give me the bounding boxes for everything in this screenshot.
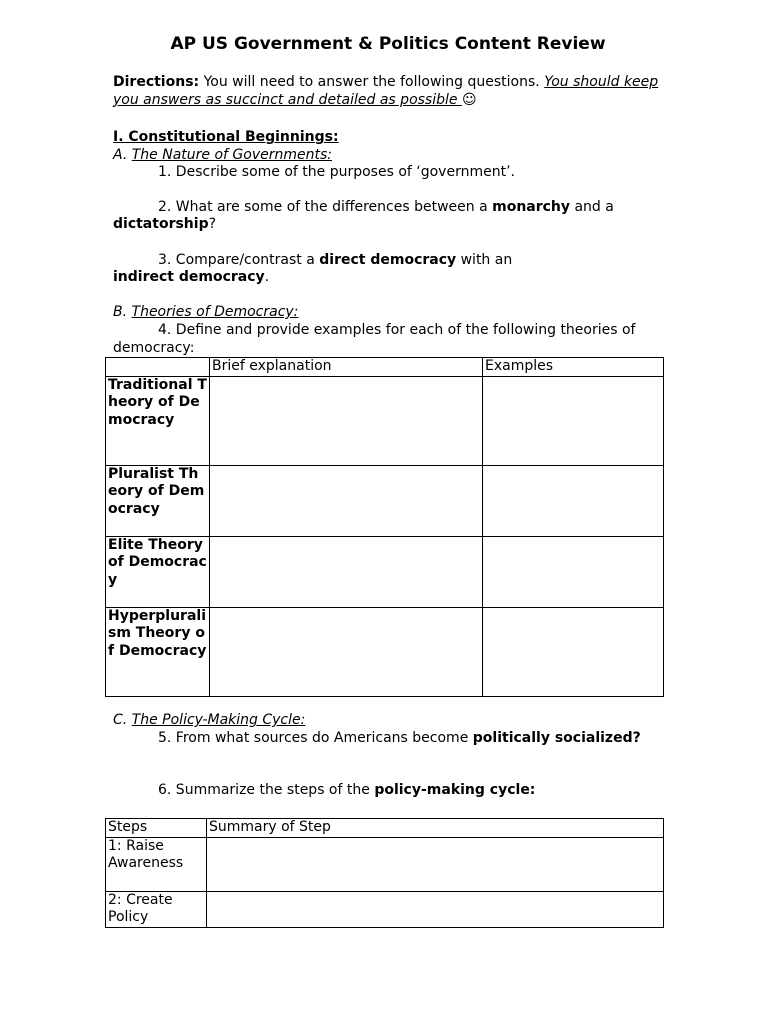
theory-header-examples: Examples	[483, 358, 664, 377]
steps-header-summary: Summary of Step	[207, 819, 664, 838]
table-row	[106, 891, 664, 927]
theory-elite: Elite Theory of Democracy	[106, 536, 210, 607]
answer-cell[interactable]	[483, 607, 664, 696]
part-a-heading: A. The Nature of Governments:	[113, 147, 332, 163]
page-title: AP US Government & Politics Content Review	[170, 34, 606, 54]
step-1-label: 1: Raise Awareness	[106, 837, 207, 891]
table-row	[106, 607, 664, 696]
question-1: 1. Describe some of the purposes of ‘government’.	[158, 164, 515, 180]
theory-hyperpluralism: Hyperpluralism Theory of Democracy	[106, 607, 210, 696]
section-heading	[113, 129, 663, 147]
part-b-heading: B. Theories of Democracy:	[113, 304, 299, 320]
theory-traditional: Traditional Theory of Democracy	[106, 376, 210, 465]
theory-header-explanation: Brief explanation	[210, 358, 483, 377]
table-row	[106, 465, 664, 536]
steps-table	[105, 818, 664, 928]
part-b-title: Theories of Democracy:	[131, 304, 299, 320]
part-c-title: The Policy-Making Cycle:	[131, 712, 306, 728]
section-1-heading: I. Constitutional Beginnings:	[113, 129, 339, 145]
steps-table-header	[106, 819, 664, 838]
step-2-label: 2: Create Policy	[106, 891, 207, 927]
answer-cell[interactable]	[207, 891, 664, 927]
answer-cell[interactable]	[483, 536, 664, 607]
table-row	[106, 837, 664, 891]
answer-cell[interactable]	[483, 376, 664, 465]
steps-header-steps: Steps	[106, 819, 207, 838]
theory-pluralist: Pluralist Theory of Democracy	[106, 465, 210, 536]
question-2: 2. What are some of the differences between a monarchy and a	[158, 199, 614, 215]
part-a-title: The Nature of Governments:	[131, 147, 332, 163]
answer-cell[interactable]	[207, 837, 664, 891]
answer-cell[interactable]	[210, 376, 483, 465]
answer-cell[interactable]	[483, 465, 664, 536]
table-row	[106, 376, 664, 465]
directions	[113, 74, 663, 109]
answer-cell[interactable]	[210, 465, 483, 536]
directions-text: You will need to answer the following questions.	[199, 74, 545, 90]
theory-table-header	[106, 358, 664, 377]
directions-emphasis: You should keep you answers as succinct and detailed as possible	[113, 74, 659, 108]
theory-table	[105, 357, 664, 697]
question-6: 6. Summarize the steps of the policy-making cycle:	[158, 782, 536, 798]
directions-label: Directions:	[113, 74, 200, 90]
answer-cell[interactable]	[210, 536, 483, 607]
question-5: 5. From what sources do Americans become politically socialized?	[158, 730, 641, 746]
question-4: 4. Define and provide examples for each of the following theories of democracy:	[113, 322, 636, 356]
question-3: 3. Compare/contrast a direct democracy with an	[158, 252, 513, 268]
indirect-democracy-term: indirect democracy	[113, 269, 265, 285]
answer-cell[interactable]	[210, 607, 483, 696]
smiley-icon: ☺	[461, 91, 477, 108]
table-row	[106, 536, 664, 607]
question-2-cont: dictatorship?	[113, 216, 217, 232]
part-c-heading: C. The Policy-Making Cycle:	[113, 712, 306, 728]
theory-header-empty	[106, 358, 210, 377]
